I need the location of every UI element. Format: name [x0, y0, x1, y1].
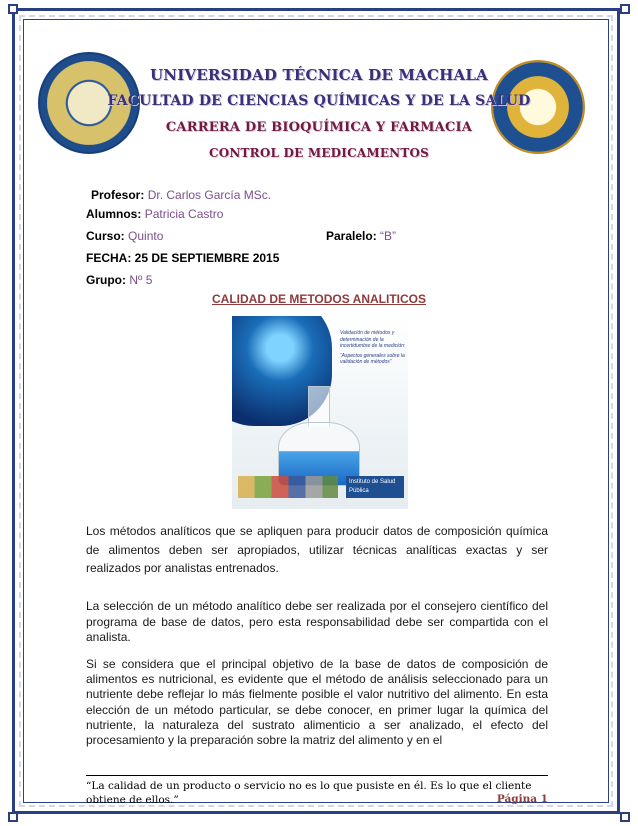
paragraph-3: Si se considera que el principal objetivo de la base de datos de composición de alimentos es nutricional, es evidente que el método de análisis seleccionado para un nutriente debe reflejar lo más fielmente posible el valor nutritivo del alimento. En esta elección de un método particular, se debe conocer, en primer lugar la química del nutriente, la naturaleza del sustrato alimenticio a ser analizado, el efecto del procesamiento y la preparación sobre la matriz del alimento y en el: [86, 657, 548, 748]
alumnos-label: Alumnos:: [86, 207, 142, 221]
footer-quote: “La calidad de un producto o servicio no es lo que pusiste en él. Es lo que el cliente obtiene de ellos.”: [86, 780, 532, 806]
profesor-value: Dr. Carlos García MSc.: [147, 188, 272, 202]
border-corner: [620, 4, 630, 14]
grupo-line: [86, 273, 152, 287]
curso-value: Quinto: [128, 229, 164, 243]
flask-graphic: [278, 386, 360, 486]
fecha-line: [86, 251, 279, 265]
curso-line: [86, 229, 163, 243]
photo-caption-line2: “Aspectos generales sobre la validación de métodos”: [340, 352, 405, 365]
alumnos-line: [86, 207, 223, 221]
photo-strip: [238, 476, 338, 498]
grupo-value: Nº 5: [129, 273, 153, 287]
faculty-title: FACULTAD DE CIENCIAS QUÍMICAS Y DE LA SALUD: [107, 93, 531, 109]
footer-rule: [86, 775, 548, 776]
border-corner: [8, 812, 18, 822]
career-title: CARRERA DE BIOQUÍMICA Y FARMACIA: [165, 120, 473, 135]
border-corner: [620, 812, 630, 822]
paralelo-line: [326, 229, 396, 243]
fecha-text: FECHA: 25 DE SEPTIEMBRE 2015: [86, 251, 280, 265]
border-corner: [8, 4, 18, 14]
photo-caption: [340, 330, 406, 366]
alumnos-value: Patricia Castro: [144, 207, 224, 221]
paralelo-label: Paralelo:: [326, 229, 377, 243]
paragraph-2: La selección de un método analítico debe ser realizada por el consejero científico del programa de base de datos, pero esta responsabilidad debe ser compartida con el analista.: [86, 599, 548, 644]
section-title: CALIDAD DE METODOS ANALITICOS: [211, 292, 426, 306]
photo-caption-line1: Validación de métodos y determinación de la incertidumbre de la medición:: [340, 330, 406, 349]
curso-label: Curso:: [86, 229, 125, 243]
page-number: Página 1: [496, 793, 548, 805]
university-title: UNIVERSIDAD TÉCNICA DE MACHALA: [150, 66, 488, 84]
paralelo-value: “B”: [380, 229, 397, 243]
grupo-label: Grupo:: [86, 273, 126, 287]
institute-logo: Instituto de Salud Pública: [346, 476, 404, 498]
profesor-line: [91, 188, 271, 202]
paragraph-1: Los métodos analíticos que se apliquen para producir datos de composición química de alimentos deben ser apropiados, utilizar técnicas analíticas exactas y ser realizados por analistas entrenados.: [86, 524, 548, 575]
cover-photo: [232, 316, 408, 509]
course-title: CONTROL DE MEDICAMENTOS: [208, 146, 430, 160]
profesor-label: Profesor:: [91, 188, 145, 202]
